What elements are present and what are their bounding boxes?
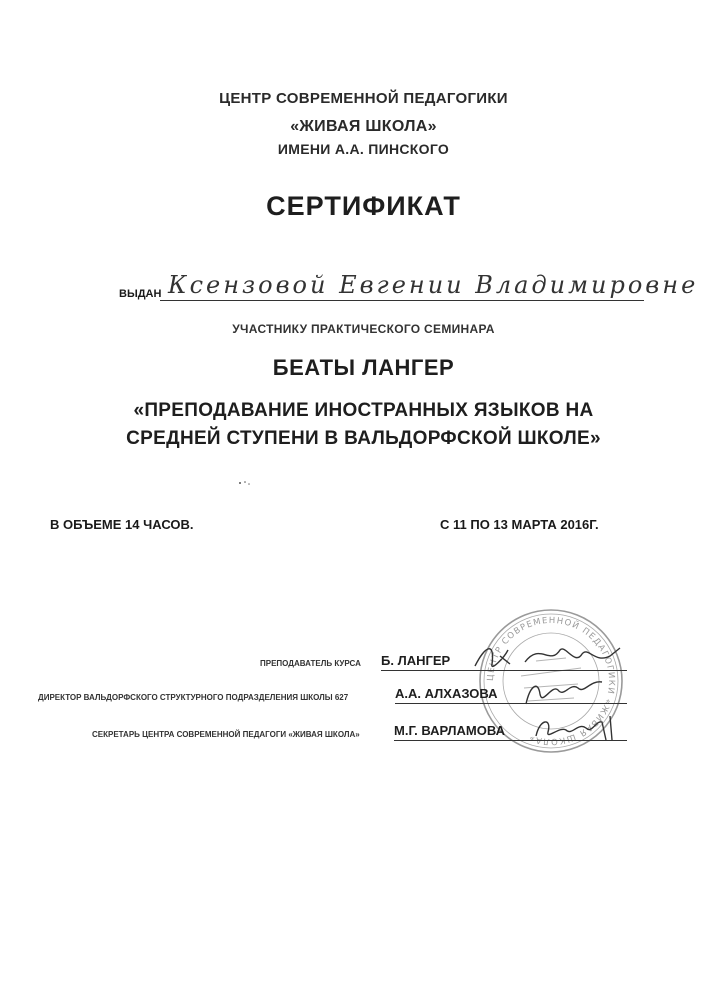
certificate-title: СЕРТИФИКАТ: [266, 191, 461, 221]
recipient-name-handwritten: Ксензовой Евгении Владимировне: [168, 271, 699, 299]
recipient-underline: [160, 300, 644, 301]
course-dates: С 11 ПО 13 МАРТА 2016Г.: [440, 517, 599, 532]
signature-name-teacher: Б. ЛАНГЕР: [381, 653, 451, 668]
stamp-text: ЦЕНТР СОВРЕМЕННОЙ ПЕДАГОГИКИ «ЖИВАЯ ШКОЛА»: [485, 615, 617, 747]
org-name-line2: «ЖИВАЯ ШКОЛА»: [290, 118, 437, 135]
seminar-topic-line1: «ПРЕПОДАВАНИЕ ИНОСТРАННЫХ ЯЗЫКОВ НА: [133, 400, 594, 421]
participant-line: УЧАСТНИКУ ПРАКТИЧЕСКОГО СЕМИНАРА: [232, 322, 495, 336]
org-name-line1: ЦЕНТР СОВРЕМЕННОЙ ПЕДАГОГИКИ: [219, 90, 508, 107]
signature-name-director: А.А. АЛХАЗОВА: [395, 686, 498, 701]
handwritten-signature-director: [518, 672, 608, 712]
signature-role-secretary: СЕКРЕТАРЬ ЦЕНТРА СОВРЕМЕННОЙ ПЕДАГОГИ «ЖИВАЯ ШКОЛА»: [92, 730, 360, 739]
seminar-teacher: БЕАТЫ ЛАНГЕР: [272, 355, 455, 380]
seminar-topic-line2: СРЕДНЕЙ СТУПЕНИ В ВАЛЬДОРФСКОЙ ШКОЛЕ»: [126, 428, 601, 449]
signature-role-director: ДИРЕКТОР ВАЛЬДОРФСКОГО СТРУКТУРНОГО ПОДРАЗДЕЛЕНИЯ ШКОЛЫ 627: [38, 693, 349, 702]
signature-name-secretary: М.Г. ВАРЛАМОВА: [394, 723, 505, 738]
signature-role-teacher: ПРЕПОДАВАТЕЛЬ КУРСА: [260, 659, 361, 668]
print-specks: [236, 478, 256, 488]
issued-label: ВЫДАН: [119, 288, 162, 300]
org-name-line3: ИМЕНИ А.А. ПИНСКОГО: [277, 141, 450, 157]
course-volume: В ОБЪЕМЕ 14 ЧАСОВ.: [50, 517, 194, 532]
handwritten-signature-teacher: [470, 636, 630, 676]
handwritten-signature-secretary: [530, 708, 620, 746]
